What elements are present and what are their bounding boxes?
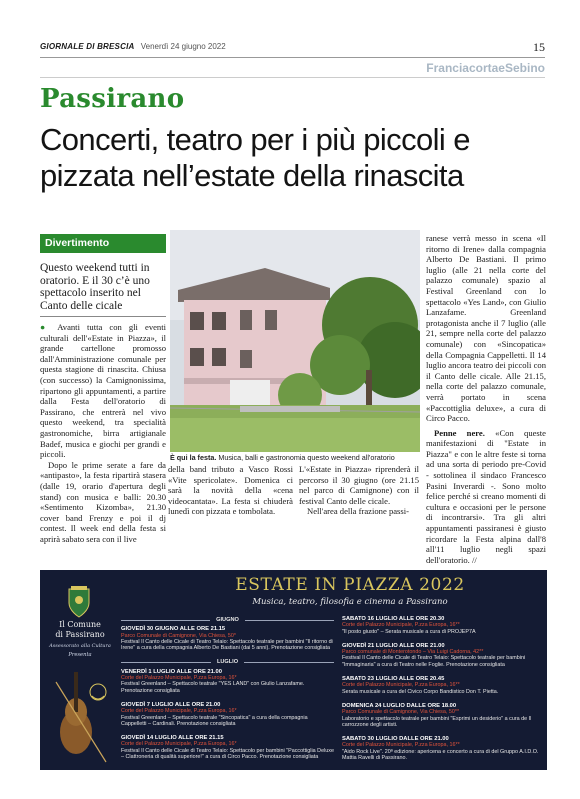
flyer-subtitle: Musica, teatro, filosofia e cinema a Passirano [252,597,448,607]
kicker-location: Passirano [40,84,185,114]
presents-label: Presenta [68,652,92,658]
paragraph: L'«Estate in Piazza» riprenderà il percorso il 30 giugno (ore 21.15 nel parco di Camignone) con il festival Canto delle cicale. [299,464,419,506]
section-rule [40,77,545,78]
subheading: Penne nere. [434,427,485,438]
newspaper-name: GIORNALE DI BRESCIA [40,42,135,51]
photo-caption: È qui la festa. Musica, balli e gastronomia questo weekend all'oratorio [170,453,395,462]
event-item: GIOVEDÌ 7 LUGLIO ALLE ORE 21.00 Corte del Palazzo Municipale, P.zza Europa, 16* Festival Greenland – Spettacolo teatrale "Sincopatica" a cura della compagnia Cappelletti – Cardinali. Prenotazione consigliata [121,701,308,727]
building-photo-illustration [170,230,420,452]
article-headline: Concerti, teatro per i più piccoli e pizzata nell’estate della rinascita [40,122,470,193]
event-item: GIOVEDÌ 30 GIUGNO ALLE ORE 21.15 Parco Comunale di Camignone, Via Chiesa, 50* Festival Il Canto delle Cicale di Teatro Telaio: Spettacolo teatrale per bambini "Il ritorno di Irene" a cura della compagnia Alberto De Bastiani (dai 5 anni). Prenotazione consigliata [121,626,333,652]
event-flyer [40,570,547,770]
article-photo [170,230,420,452]
event-item: VENERDÌ 1 LUGLIO ALLE ORE 21.00 Corte del Palazzo Municipale, P.zza Europa, 16* Festival Greenland – Spettacolo teatrale "YES LAND" con Giulio Lanzafame. Prenotazione consigliata [121,668,305,694]
event-item: SABATO 23 LUGLIO ALLE ORE 20.45 Corte del Palazzo Municipale, P.zza Europa, 16** Serata musicale a cura del Civico Corpo Bandistico Don T. Pietta. [342,676,499,695]
events-column-right [342,616,545,769]
issue-date: Venerdì 24 giugno 2022 [140,42,226,51]
month-divider: LUGLIO [121,659,334,665]
paragraph: della band tributo a Vasco Rossi «Vite spericolate». Domenica ci sarà la novità della «cena videocantata». La festa si chiuderà lunedì con pizzata e tombolata. [168,464,293,517]
paragraph: ranese verrà messo in scena «Il ritorno di Irene» dalla compagnia Alberto De Bastiani. Il primo luglio (alle 21 nella corte del palazzo comunale) spazio al Festival Greenland con lo spettacolo «Yes Land», con Giulio Lanzafame. Greenland protagonista anche il 7 luglio (alle 21, sempre nella corte del palazzo comunale) con «Sincopatica» della Compagnia Cappelletti. Il 14 luglio ancora teatro dei piccoli con il Canto delle cicale. Alle 21.15, nella corte del palazzo comunale, verrà portato in scena «Paccottiglia deluxe», a cura di Circo Pacco. [426,233,546,424]
event-item: SABATO 16 LUGLIO ALLE ORE 20.30 Corte del Palazzo Municipale, P.zza Europa, 16** "Il posto giusto" – Serata musicale a cura di PROJEP7A [342,616,476,635]
top-rule [40,57,545,58]
page-number: 15 [533,40,545,54]
article-column-4 [426,233,546,565]
paragraph: Nell'area della frazione passi- [307,506,409,517]
flyer-sidebar [40,570,120,770]
violin-theatre-illustration [46,662,116,770]
article-column-2 [168,464,293,517]
coat-of-arms-icon [66,585,92,619]
flyer-title: ESTATE IN PIAZZA 2022 [235,575,465,595]
event-item: GIOVEDÌ 14 LUGLIO ALLE ORE 21.15 Corte del Palazzo Municipale, P.zza Europa, 16* Festival Il Canto delle Cicale di Teatro Telaio: Spettacolo per bambini "Paccottiglia Deluxe – Clattroneria di qualità superiore!" a cura di Circo Pacco. Prenotazione consigliata [121,735,334,761]
paragraph: Dopo le prime serate a fare da «antipasto», la festa ripartirà stasera (dalle 19, orario d'apertura degli stand) con musica e balli: 20.30 «Sentimento Kizomba», 21.30 cover band Frenzy e poi il dj contest. Il week end della festa si aprirà sabato sera con il live [40,459,166,544]
article-column-1 [40,322,166,544]
category-tag: Divertimento [40,234,166,253]
paragraph: Penne nere. «Con queste manifestazioni di "Estate in Piazza" e con le altre feste si torna ad una sorta di periodo pre-Covid - sottolinea il sindaco Francesco Pasini Inverardi -. Sono molto felice perché si creano momenti di cultura e occasioni per le persone di incontrarsi». Tra gli altri appuntamenti passiranesi è giusto ricordare la Festa alpina dall'8 all'11 luglio negli spazi dell'oratorio. // [426,427,546,565]
event-item: SABATO 30 LUGLIO DALLE ORE 21.00 Corte del Palazzo Municipale, P.zza Europa, 16** "Aido Rock Live". 20ª edizione: apericena e concerto a cura di del Gruppo A.I.D.O. Mattia Ravelli di Passirano. [342,736,539,762]
municipality-name: Il Comune di Passirano [55,620,105,639]
section-name: FranciacortaeSebino [426,61,545,75]
summary-rule [40,316,166,317]
article-column-3 [299,464,419,517]
events-column-left [121,614,334,768]
paragraph: ● Avanti tutta con gli eventi culturali dell'«Estate in Piazza», il grande cartellone promosso dall'Amministrazione comunale per questa stagione di rinascita. Chiusa (con successo) la Camignonissima, ripartono gli appuntamenti, a partire dalla Festa dell'oratorio di Passirano, che entrerà nel vivo questo weekend, tra specialità gastronomiche, birra artigianale Badef, musica e giochi per grandi e piccoli. [40,322,166,460]
bullet-icon: ● [40,322,58,332]
event-item: GIOVEDÌ 21 LUGLIO ALLE ORE 21.00 Parco comunale di Monterotondo – Via Luigi Cadorna, 42** Festival Il Canto delle Cicale di Teatro Telaio: Spettacolo teatrale per bambini "Immaginaria" a cura di Teatro nelle Foglie. Prenotazione consigliata [342,642,526,668]
article-summary: Questo weekend tutti in oratorio. E il 30 c’è uno spettacolo inserito nel Canto delle cicale [40,262,150,312]
masthead [40,42,545,56]
month-divider: GIUGNO [121,617,334,623]
event-item: DOMENICA 24 LUGLIO DALLE ORE 18.00 Parco Comunale di Camignone, Via Chiesa, 50** Laboratorio e spettacolo teatrale per bambini "Esprimi un desiderio" a cura de Il carrozzone degli artisti. [342,702,532,728]
department-name: Assessorato alla Cultura [49,643,111,649]
